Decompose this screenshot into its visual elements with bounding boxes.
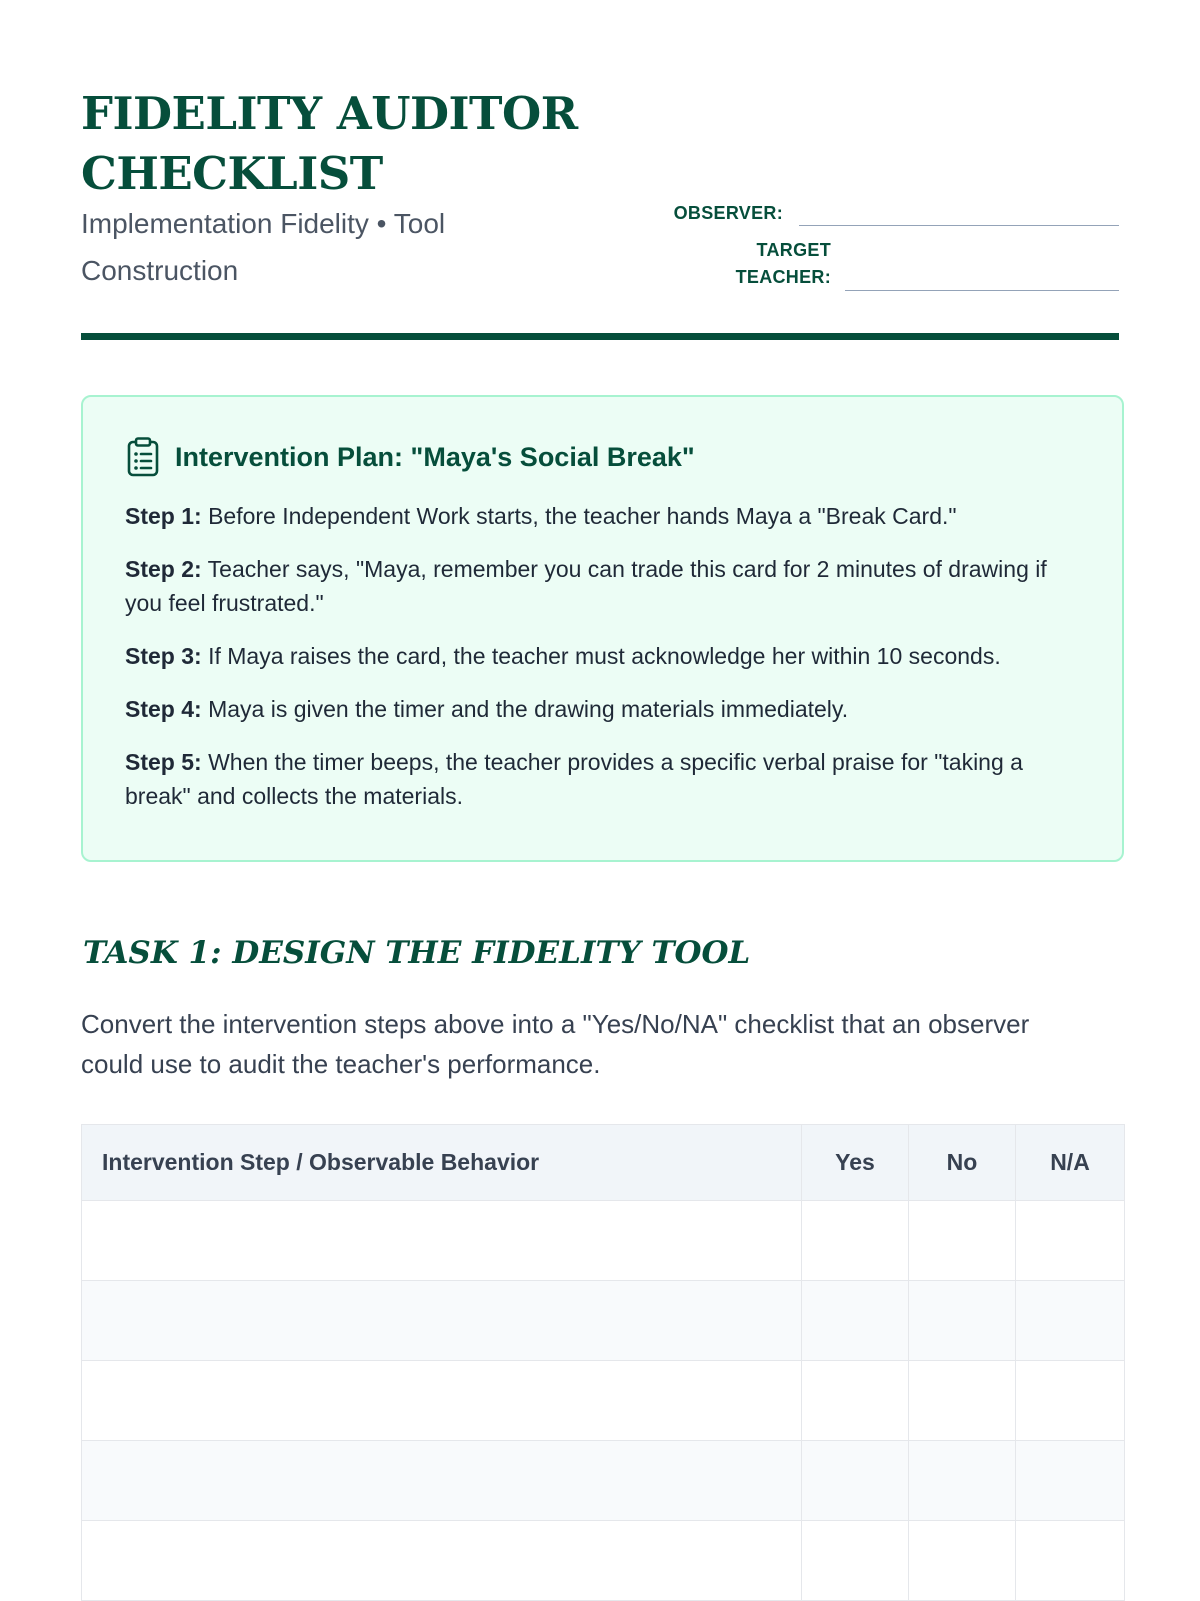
na-cell[interactable] bbox=[1016, 1201, 1125, 1281]
plan-title: Intervention Plan: "Maya's Social Break" bbox=[175, 441, 695, 472]
header bbox=[81, 0, 1119, 340]
table-header-row bbox=[82, 1125, 1125, 1201]
target-teacher-field[interactable] bbox=[669, 237, 1119, 297]
plan-step-2 bbox=[125, 552, 1080, 620]
plan-step-1 bbox=[125, 499, 1080, 533]
yes-cell[interactable] bbox=[802, 1521, 909, 1601]
intervention-plan-box bbox=[81, 395, 1124, 862]
behavior-cell[interactable] bbox=[82, 1441, 802, 1521]
behavior-cell[interactable] bbox=[82, 1281, 802, 1361]
table-row bbox=[82, 1281, 1125, 1361]
plan-step-3 bbox=[125, 639, 1080, 673]
behavior-cell[interactable] bbox=[82, 1361, 802, 1441]
step-text: Maya is given the timer and the drawing materials immediately. bbox=[201, 696, 849, 722]
step-label: Step 4: bbox=[125, 696, 202, 722]
column-header-yes: Yes bbox=[802, 1125, 909, 1201]
plan-header bbox=[125, 437, 1080, 477]
table-row bbox=[82, 1361, 1125, 1441]
table-row bbox=[82, 1201, 1125, 1281]
na-cell[interactable] bbox=[1016, 1441, 1125, 1521]
clipboard-icon bbox=[125, 437, 161, 477]
step-label: Step 5: bbox=[125, 749, 202, 775]
na-cell[interactable] bbox=[1016, 1361, 1125, 1441]
page-title: FIDELITY AUDITOR CHECKLIST bbox=[81, 87, 578, 200]
yes-cell[interactable] bbox=[802, 1281, 909, 1361]
step-text: If Maya raises the card, the teacher must acknowledge her within 10 seconds. bbox=[201, 643, 1001, 669]
step-label: Step 2: bbox=[125, 556, 202, 582]
na-cell[interactable] bbox=[1016, 1521, 1125, 1601]
observer-label: OBSERVER: bbox=[673, 203, 783, 223]
no-cell[interactable] bbox=[909, 1441, 1016, 1521]
na-cell[interactable] bbox=[1016, 1281, 1125, 1361]
table-row bbox=[82, 1521, 1125, 1601]
yes-cell[interactable] bbox=[802, 1201, 909, 1281]
task-title: TASK 1: DESIGN THE FIDELITY TOOL bbox=[83, 935, 751, 971]
fidelity-checklist-table bbox=[81, 1124, 1125, 1601]
behavior-cell[interactable] bbox=[82, 1201, 802, 1281]
no-cell[interactable] bbox=[909, 1521, 1016, 1601]
step-text: When the timer beeps, the teacher provides a specific verbal praise for "taking a break" and collects the materials. bbox=[125, 749, 1023, 809]
yes-cell[interactable] bbox=[802, 1361, 909, 1441]
yes-cell[interactable] bbox=[802, 1441, 909, 1521]
step-label: Step 3: bbox=[125, 643, 202, 669]
no-cell[interactable] bbox=[909, 1361, 1016, 1441]
target-teacher-label: TARGET TEACHER: bbox=[735, 240, 831, 287]
column-header-na: N/A bbox=[1016, 1125, 1125, 1201]
plan-step-4 bbox=[125, 692, 1080, 726]
observer-field[interactable] bbox=[669, 195, 1119, 225]
step-text: Teacher says, "Maya, remember you can trade this card for 2 minutes of drawing if you feel frustrated." bbox=[125, 556, 1047, 616]
observer-input-line[interactable] bbox=[799, 225, 1119, 226]
column-header-step: Intervention Step / Observable Behavior bbox=[82, 1125, 802, 1201]
plan-step-5 bbox=[125, 745, 1080, 813]
no-cell[interactable] bbox=[909, 1281, 1016, 1361]
behavior-cell[interactable] bbox=[82, 1521, 802, 1601]
step-label: Step 1: bbox=[125, 503, 202, 529]
no-cell[interactable] bbox=[909, 1201, 1016, 1281]
task-description: Convert the intervention steps above into a "Yes/No/NA" checklist that an observer could use to audit the teacher's performance. bbox=[81, 1009, 1030, 1079]
column-header-no: No bbox=[909, 1125, 1016, 1201]
table-row bbox=[82, 1441, 1125, 1521]
header-divider bbox=[81, 333, 1119, 340]
target-teacher-input-line[interactable] bbox=[845, 290, 1119, 291]
step-text: Before Independent Work starts, the teacher hands Maya a "Break Card." bbox=[201, 503, 957, 529]
page-subtitle: Implementation Fidelity • Tool Construction bbox=[81, 208, 446, 286]
header-fields bbox=[669, 195, 1119, 297]
